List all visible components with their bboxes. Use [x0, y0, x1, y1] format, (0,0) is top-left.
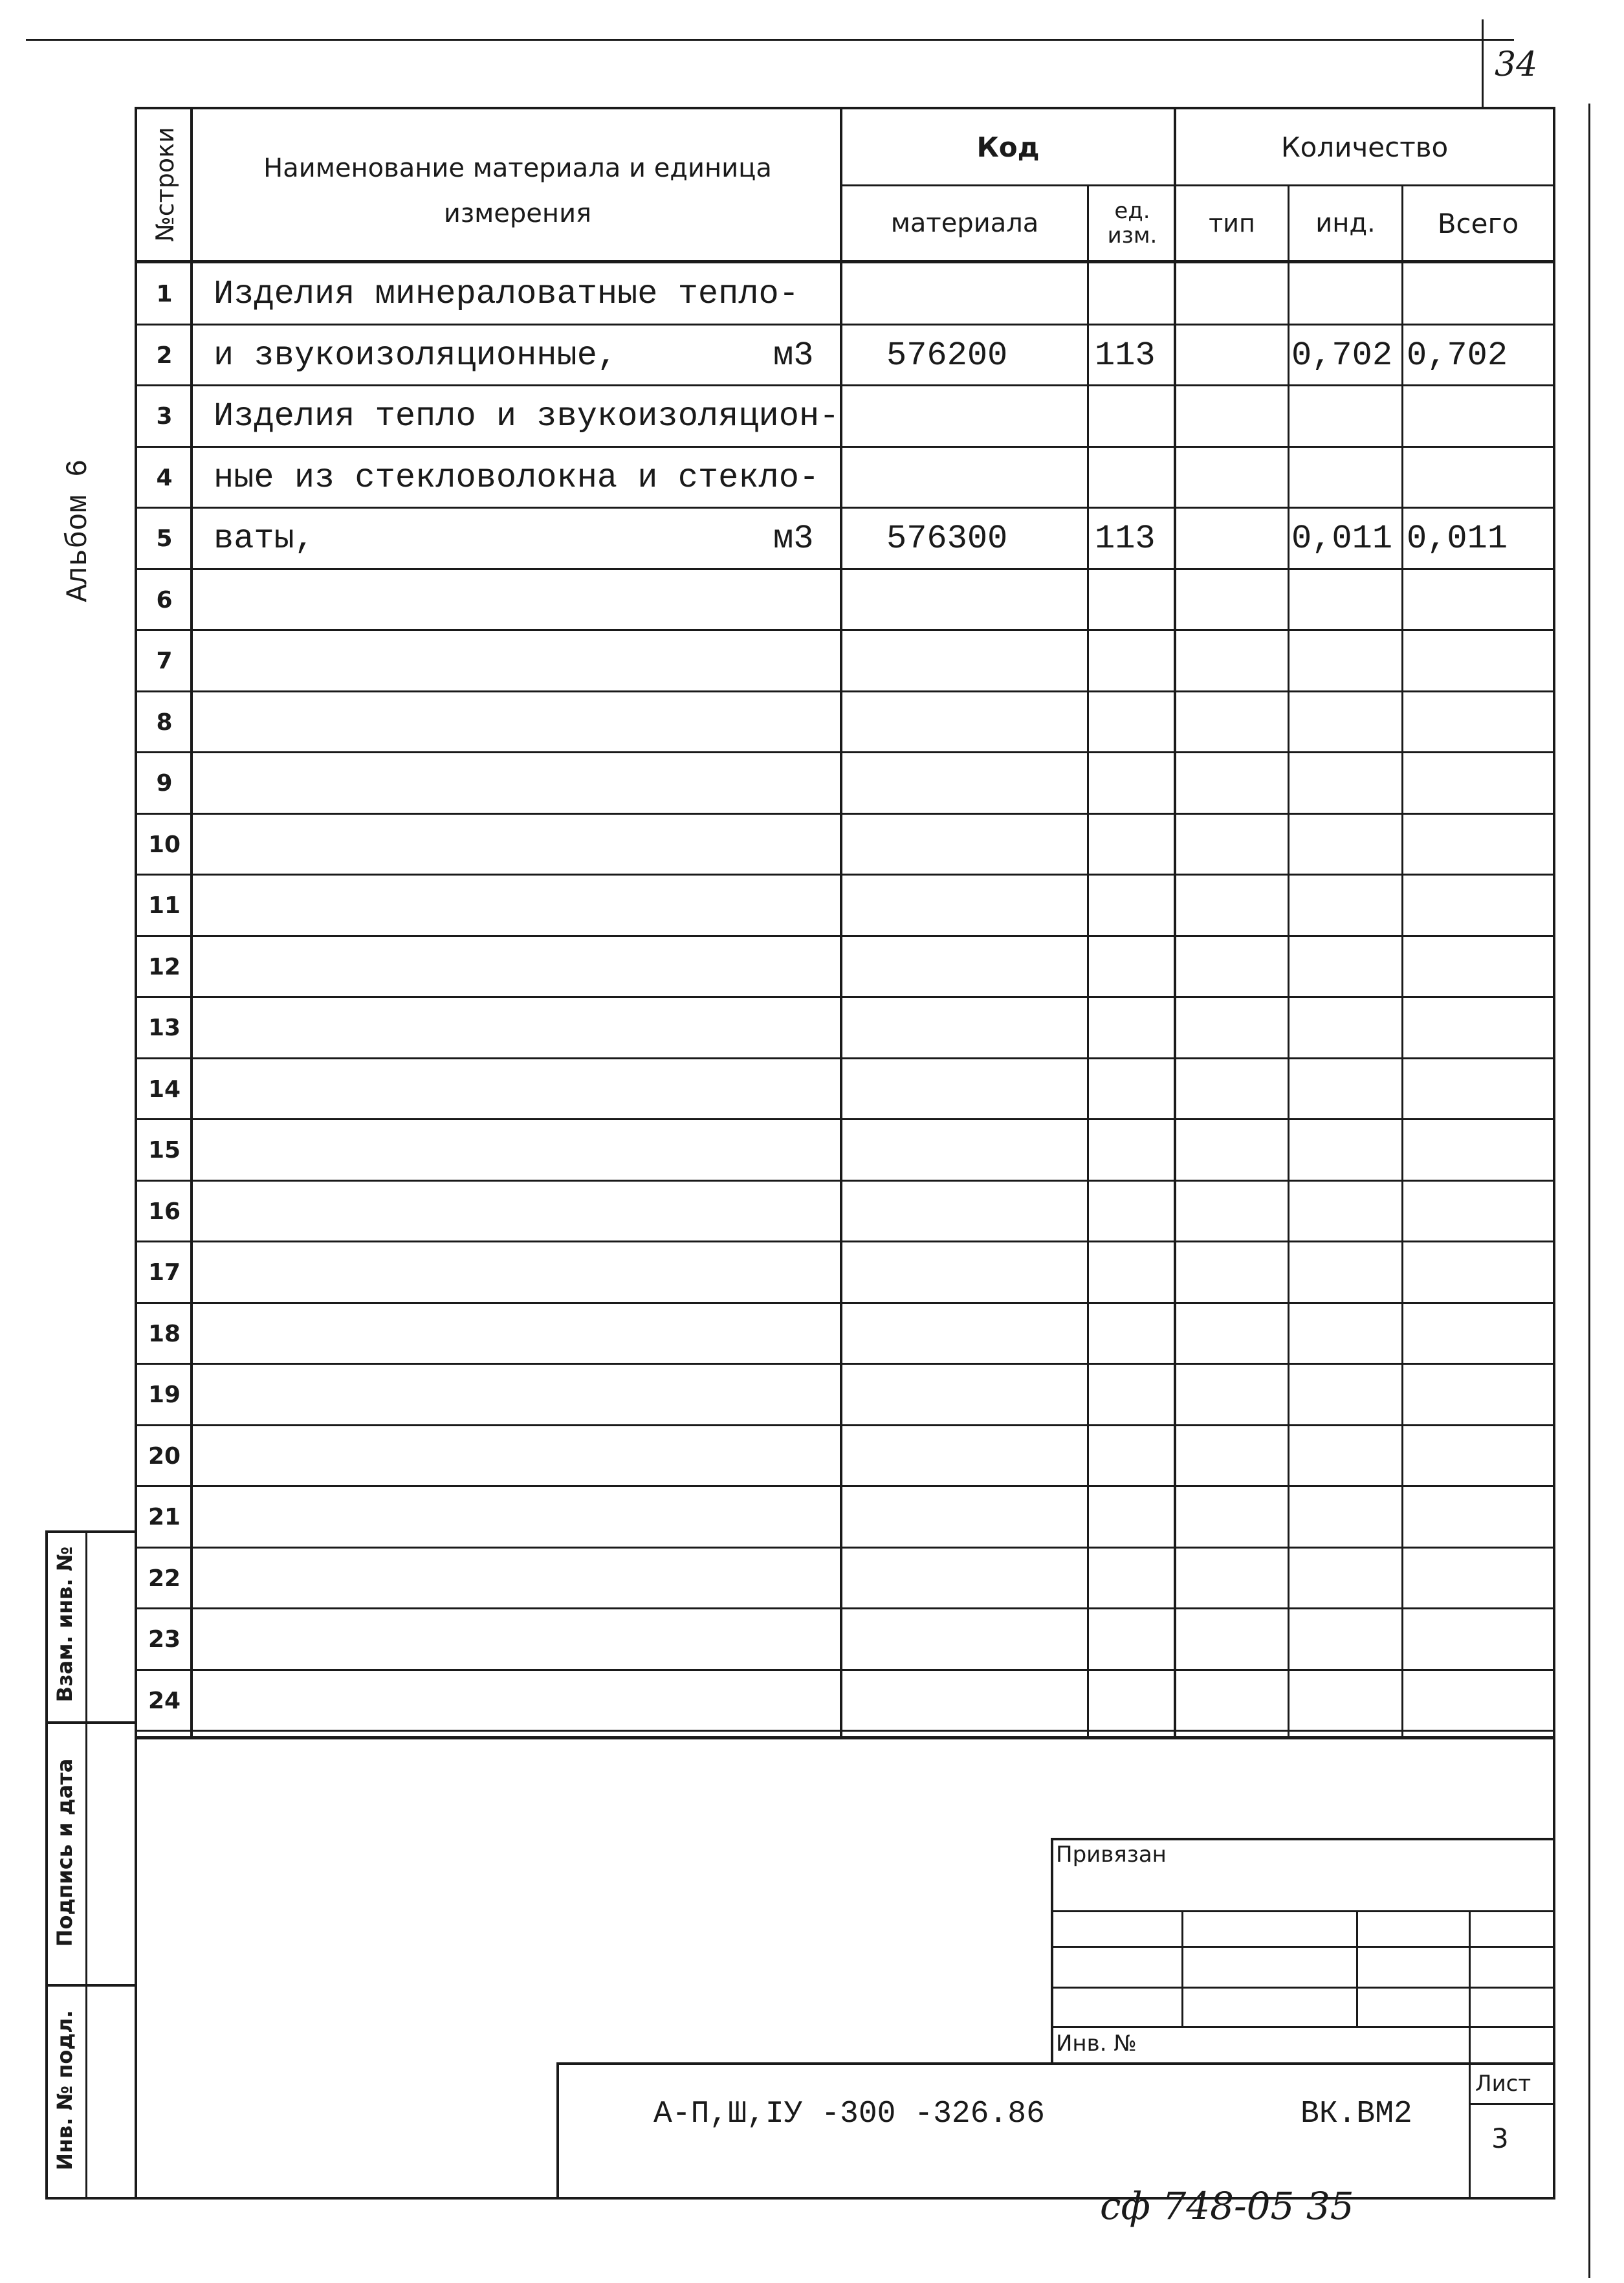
qty-ind: 0,702 [1291, 336, 1393, 375]
album-label: Альбом 6 [61, 459, 95, 602]
table-row [0, 1426, 1624, 1487]
document-code: ВК.ВМ2 [1300, 2097, 1412, 2132]
row-number: 16 [148, 1198, 181, 1225]
table-row [0, 447, 1624, 509]
table-row [0, 1364, 1624, 1426]
stamp-inv-podl: Инв. № подл. [52, 2010, 77, 2170]
row-number: 19 [148, 1382, 181, 1408]
inv-no-label: Инв. № [1056, 2031, 1137, 2057]
privyazan-label: Привязан [1056, 1842, 1167, 1868]
material-name: Изделия тепло и звукоизоляцион- [214, 397, 840, 436]
material-code: 576300 [886, 520, 1008, 558]
stamp-podpis-data: Подпись и дата [52, 1758, 77, 1947]
table-row [0, 875, 1624, 936]
header-code-unit: ед. изм. [1107, 198, 1158, 248]
table-row [0, 753, 1624, 814]
table-row [0, 1486, 1624, 1548]
row-number: 20 [148, 1443, 181, 1470]
header-qty-group: Количество [1280, 131, 1449, 163]
header-code-material: материала [890, 208, 1039, 238]
header-name: Наименование материала и единица измерения [263, 153, 772, 228]
footer-handwritten-note: сф 748-05 35 [1100, 2184, 1354, 2228]
row-number: 7 [156, 648, 173, 674]
row-number: 17 [148, 1259, 181, 1286]
header-row-no: №строки [151, 127, 179, 242]
row-number: 10 [148, 832, 181, 858]
table-row [0, 1609, 1624, 1670]
row-number: 11 [148, 892, 181, 919]
row-number: 5 [156, 525, 173, 552]
row-number: 21 [148, 1504, 181, 1530]
header-code-group: Код [976, 131, 1040, 163]
table-row [0, 1303, 1624, 1365]
sheet-number: 3 [1491, 2123, 1509, 2154]
material-code: 576200 [886, 336, 1008, 375]
table-row [0, 630, 1624, 692]
material-name: и звукоизоляционные, [214, 336, 618, 375]
table-row [0, 508, 1624, 569]
row-number: 1 [156, 281, 173, 307]
material-unit: м3 [773, 336, 814, 375]
header-qty-type: тип [1209, 209, 1255, 237]
row-number: 14 [148, 1076, 181, 1103]
row-number: 4 [156, 465, 173, 491]
table-row [0, 1548, 1624, 1609]
row-number: 22 [148, 1565, 181, 1592]
table-row [0, 936, 1624, 998]
header-qty-total: Всего [1437, 207, 1519, 239]
row-number: 2 [156, 342, 173, 369]
stamp-vzam-inv: Взам. инв. № [52, 1546, 77, 1703]
table-row [0, 1670, 1624, 1732]
material-unit: м3 [773, 520, 814, 558]
table-row [0, 1181, 1624, 1242]
row-number: 15 [148, 1137, 181, 1164]
table-row [0, 692, 1624, 753]
table-row [0, 1242, 1624, 1303]
qty-total: 0,702 [1407, 336, 1508, 375]
row-number: 18 [148, 1321, 181, 1347]
row-number: 6 [156, 587, 173, 613]
row-number: 23 [148, 1626, 181, 1653]
row-number: 3 [156, 403, 173, 430]
header-qty-ind: инд. [1315, 208, 1376, 238]
table-row [0, 997, 1624, 1059]
material-name: Изделия минераловатные тепло- [214, 275, 799, 313]
table-row [0, 1059, 1624, 1120]
row-number: 13 [148, 1015, 181, 1041]
row-number: 9 [156, 770, 173, 797]
table-row [0, 814, 1624, 876]
row-number: 8 [156, 709, 173, 736]
page-number: 34 [1495, 45, 1538, 84]
table-row [0, 569, 1624, 631]
table-row [0, 325, 1624, 386]
qty-total: 0,011 [1407, 520, 1508, 558]
unit-code: 113 [1095, 520, 1156, 558]
sheet-label: Лист [1475, 2071, 1531, 2097]
table-row [0, 1119, 1624, 1181]
document-designation: А-П,Ш,IУ -300 -326.86 [653, 2097, 1045, 2132]
row-number: 12 [148, 954, 181, 980]
qty-ind: 0,011 [1291, 520, 1393, 558]
table-row [0, 386, 1624, 447]
material-name: ные из стекловолокна и стекло- [214, 459, 820, 497]
table-row [0, 263, 1624, 325]
unit-code: 113 [1095, 336, 1156, 375]
material-name: ваты, [214, 520, 315, 558]
row-number: 24 [148, 1688, 181, 1714]
